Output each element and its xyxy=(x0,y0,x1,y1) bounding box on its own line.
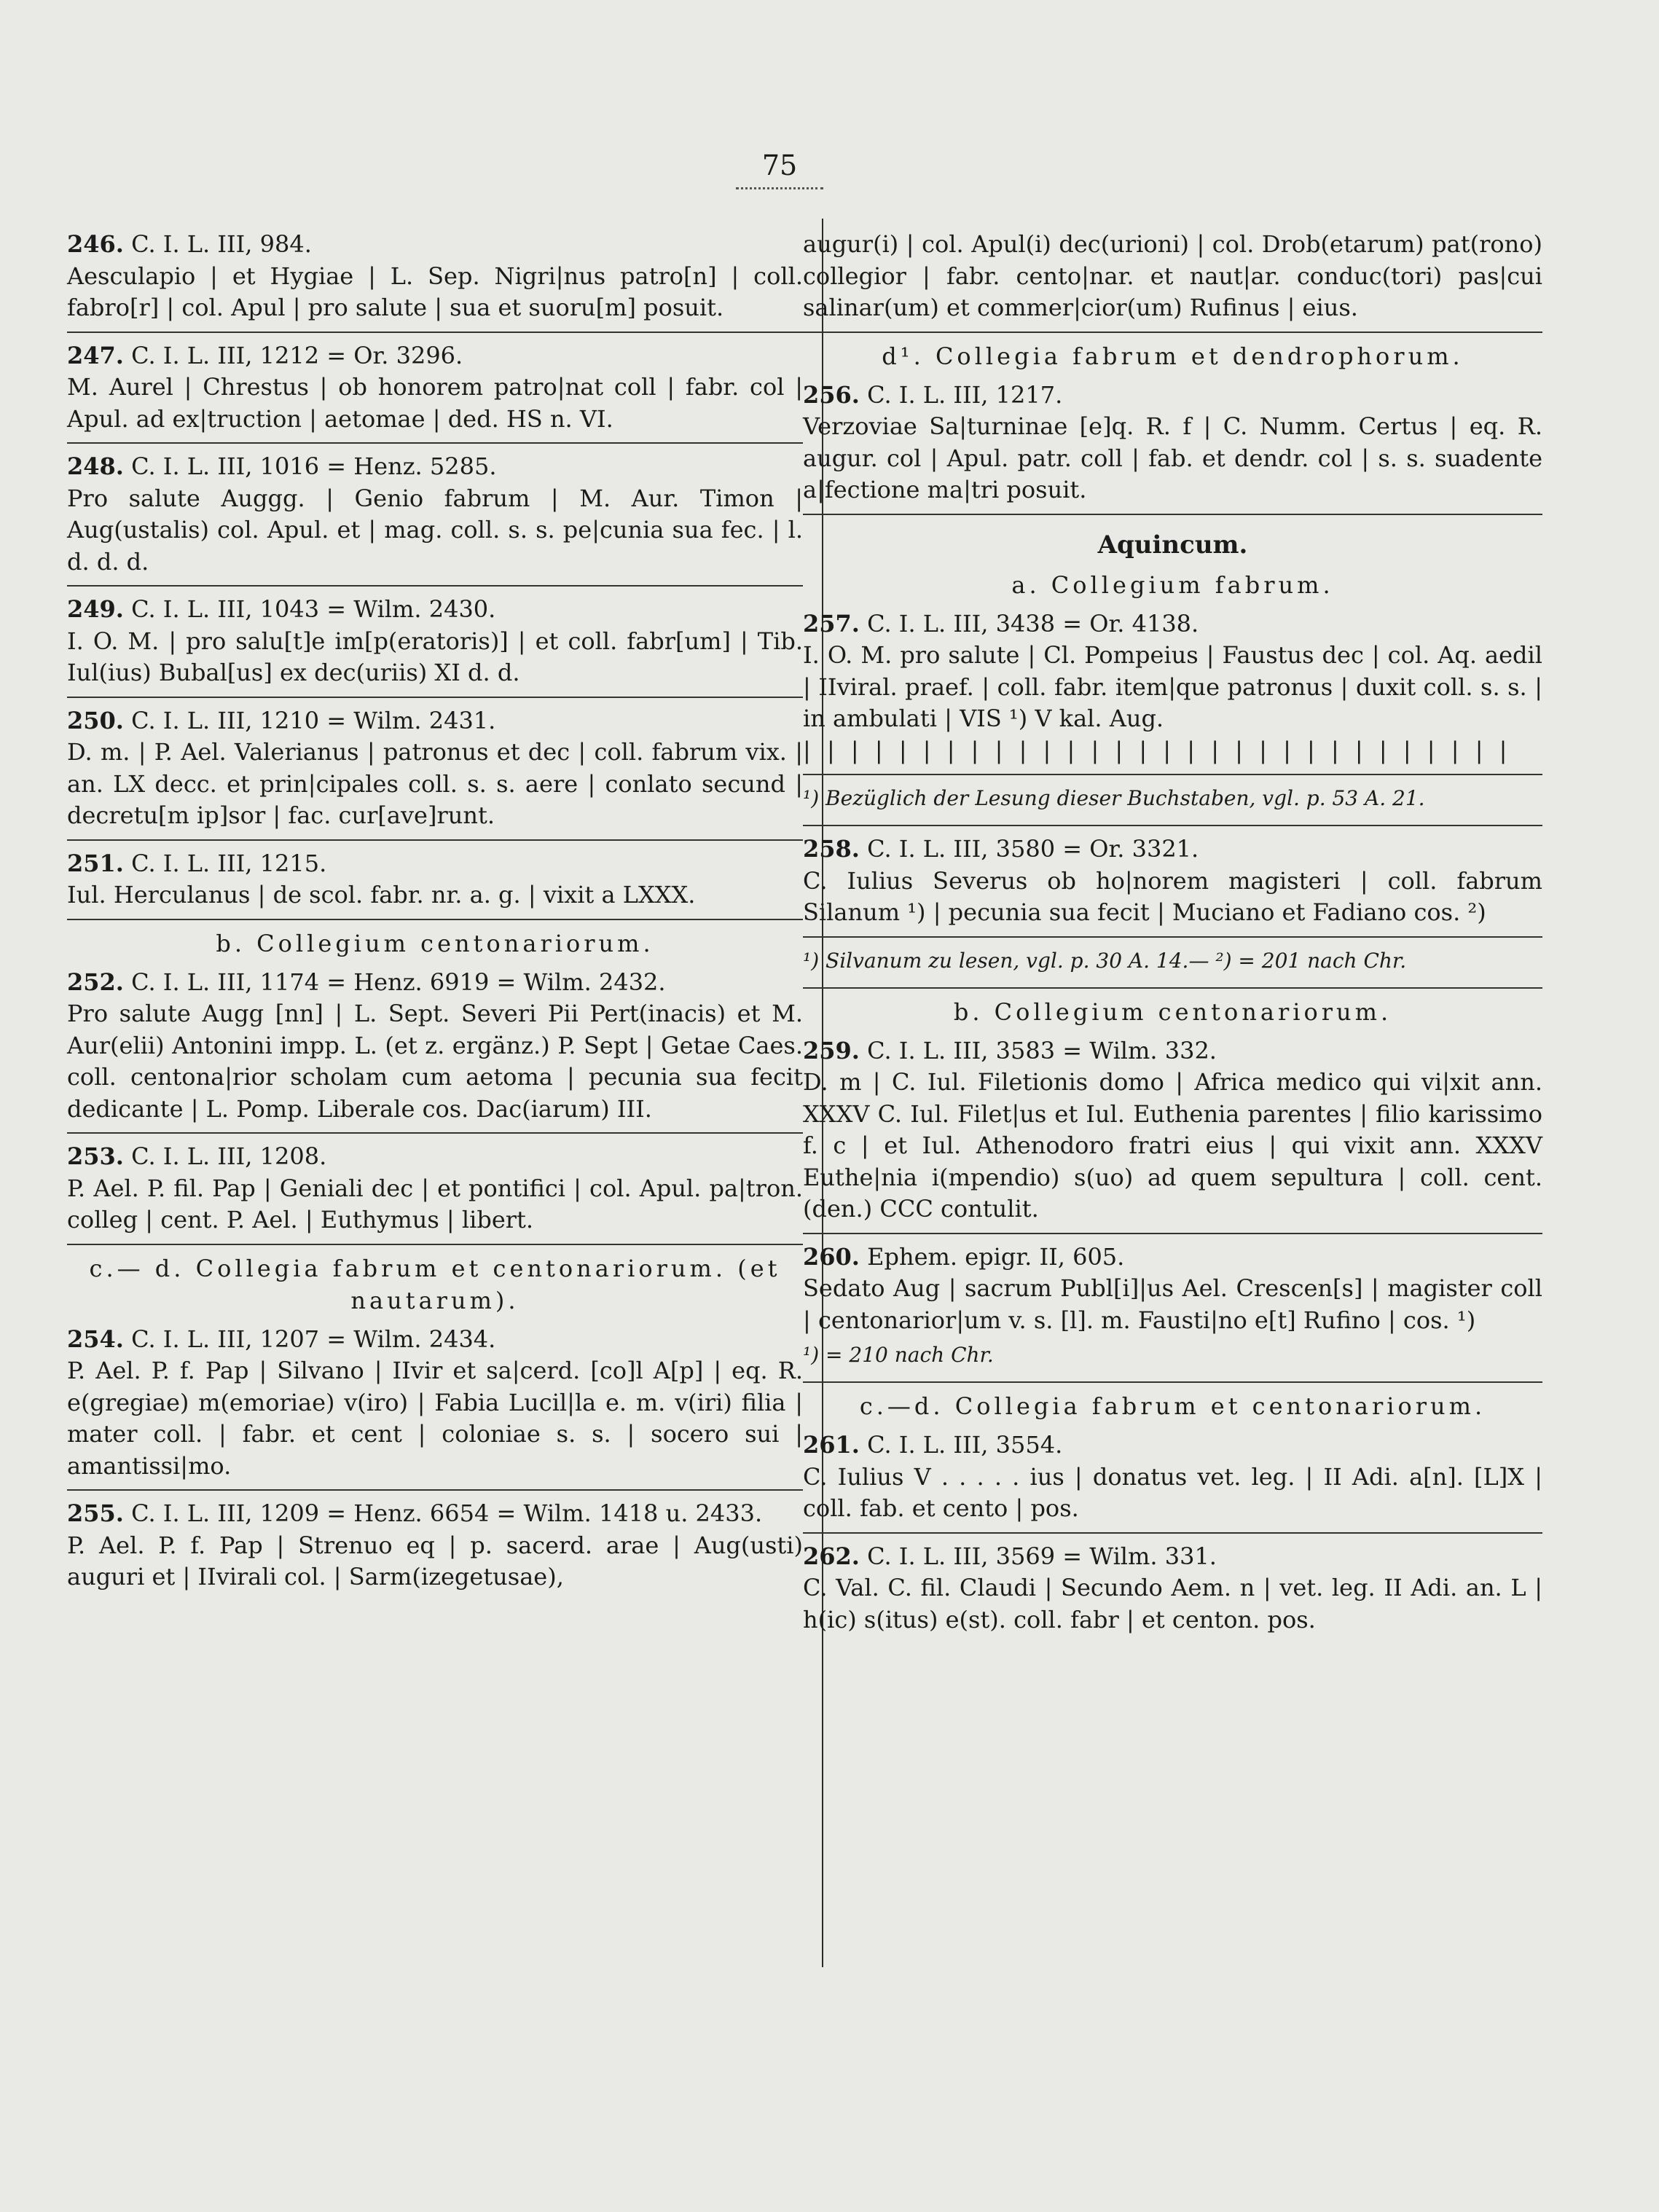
rule-divider xyxy=(67,585,803,587)
rule-divider xyxy=(803,332,1542,333)
rule-divider xyxy=(803,987,1542,989)
entry-number: 248. xyxy=(67,452,124,480)
rule-divider xyxy=(803,1381,1542,1383)
entry-reference: Ephem. epigr. II, 605. xyxy=(867,1242,1125,1271)
inscription-text: Pro salute Augg [nn] | L. Sept. Severi Pii Pert(inacis) et M. Aur(elii) Antonini impp. L. (et z. ergänz.) P. Sept | Getae Caes. coll. centona|rior scholam cum aetoma | pecunia sua fecit dedicante | L. Pomp. Liberale cos. Dac(iarum) III. xyxy=(67,1000,803,1123)
inscription-entry xyxy=(67,1495,803,1593)
entry-header xyxy=(67,340,803,372)
inscription-text: P. Ael. P. f. Pap | Strenuo eq | p. sacerd. arae | Aug(usti) auguri et | IIvirali col. | Sarm(izegetusae), xyxy=(67,1531,803,1591)
right-column xyxy=(803,226,1542,1636)
rule-divider xyxy=(803,514,1542,515)
entry-reference: C. I. L. III, 1210 = Wilm. 2431. xyxy=(131,706,496,734)
entry-header xyxy=(67,1141,803,1173)
rule-divider xyxy=(67,1132,803,1134)
inscription-entry xyxy=(803,1032,1542,1225)
entry-reference: C. I. L. III, 1215. xyxy=(131,849,327,877)
rule-divider xyxy=(67,1489,803,1491)
entry-reference: C. I. L. III, 3569 = Wilm. 331. xyxy=(867,1542,1217,1570)
entry-header xyxy=(67,705,803,737)
inscription-entry xyxy=(67,1321,803,1483)
inscription-text: P. Ael. P. fil. Pap | Geniali dec | et pontifici | col. Apul. pa|tron. colleg | cent. P. Ael. | Euthymus | libert. xyxy=(67,1174,803,1234)
section-heading: d¹. Collegia fabrum et dendrophorum. xyxy=(882,342,1464,370)
inscription-entry xyxy=(67,702,803,832)
entry-reference: C. I. L. III, 1217. xyxy=(867,380,1063,409)
entry-number: 255. xyxy=(67,1499,124,1527)
inscription-text: D. m. | P. Ael. Valerianus | patronus et dec | coll. fabrum vix. | an. LX decc. et prin|cipales coll. s. s. aere | conlato secund | decretu[m ip]sor | fac. cur[ave]runt. xyxy=(67,738,803,829)
inscription-text: Pro salute Auggg. | Genio fabrum | M. Aur. Timon | Aug(ustalis) col. Apul. et | mag. coll. s. s. pe|cunia sua fec. | l. d. d. d. xyxy=(67,484,803,576)
inscription-entry xyxy=(803,1239,1542,1337)
rule-divider xyxy=(67,442,803,444)
entry-header xyxy=(67,1498,803,1530)
entry-number: 254. xyxy=(67,1325,124,1353)
city-heading: Aquincum. xyxy=(1097,530,1248,560)
entry-header xyxy=(803,1429,1542,1462)
inscription-text: D. m | C. Iul. Filetionis domo | Africa medico qui vi|xit ann. XXXV C. Iul. Filet|us et Iul. Euthenia parentes | filio karissimo f. c | et Iul. Athenodoro fratri eius | qui vixit ann. XXXV Euthe|nia i(mpendio) s(uo) ad quem sepultura | coll. cent. (den.) CCC contulit. xyxy=(803,1068,1542,1223)
footnote: ¹) Silvanum zu lesen, vgl. p. 30 A. 14.— ²) = 201 nach Chr. xyxy=(803,948,1407,973)
rule-divider xyxy=(67,332,803,333)
inscription-entry xyxy=(67,845,803,911)
entry-header xyxy=(803,380,1542,412)
entry-reference: C. I. L. III, 1208. xyxy=(131,1142,327,1170)
inscription-text: C. Iulius V . . . . . ius | donatus vet. leg. | II Adi. a[n]. [L]X | coll. fab. et cento | pos. xyxy=(803,1462,1542,1522)
entry-number: 256. xyxy=(803,380,860,409)
section-heading: b. Collegium centonariorum. xyxy=(953,997,1392,1026)
inscription-entry xyxy=(67,448,803,578)
entry-number: 260. xyxy=(803,1242,860,1271)
entry-header xyxy=(803,1242,1542,1274)
entry-header xyxy=(803,608,1542,640)
entry-number: 250. xyxy=(67,706,124,734)
rule-divider xyxy=(67,1244,803,1245)
entry-header xyxy=(67,594,803,626)
inscription-text: I. O. M. pro salute | Cl. Pompeius | Faustus dec | col. Aq. aedil | IIviral. praef. | coll. fabr. item|que patronus | duxit coll. s. s. | in ambulati | VIS ¹) V kal. Aug. xyxy=(803,641,1542,732)
entry-reference: C. I. L. III, 3583 = Wilm. 332. xyxy=(867,1036,1217,1064)
entry-header xyxy=(67,967,803,999)
inscription-entry xyxy=(67,591,803,689)
inscription-text: C. Iulius Severus ob ho|norem magisteri | coll. fabrum Silanum ¹) | pecunia sua fecit | Muciano et Fadiano cos. ²) xyxy=(803,866,1542,926)
entry-header xyxy=(67,229,803,261)
inscription-entry xyxy=(67,964,803,1126)
section-heading: b. Collegium centonariorum. xyxy=(216,929,654,957)
entry-number: 251. xyxy=(67,849,124,877)
inscription-entry xyxy=(67,337,803,436)
inscription-text: augur(i) | col. Apul(i) dec(urioni) | col. Drob(etarum) pat(rono) collegior | fabr. cento|nar. et naut|ar. conduc(tori) pas|cui salinar(um) et commer|cior(um) Rufinus | eius. xyxy=(803,230,1542,321)
rule-divider xyxy=(67,697,803,698)
rule-divider xyxy=(803,825,1542,826)
rule-divider xyxy=(803,1233,1542,1234)
entry-header xyxy=(67,1324,803,1356)
entry-number: 259. xyxy=(803,1036,860,1064)
erased-lines: | | | | | | | | | | | | | | | | | | | | | | | | | | | | | | xyxy=(803,736,1512,764)
footnote: ¹) = 210 nach Chr. xyxy=(803,1343,994,1367)
inscription-entry xyxy=(803,831,1542,929)
entry-reference: C. I. L. III, 1209 = Henz. 6654 = Wilm. 1418 u. 2433. xyxy=(131,1499,763,1527)
inscription-entry xyxy=(803,377,1542,506)
entry-reference: C. I. L. III, 1043 = Wilm. 2430. xyxy=(131,595,496,623)
entry-reference: C. I. L. III, 3438 = Or. 4138. xyxy=(867,609,1199,638)
entry-reference: C. I. L. III, 3580 = Or. 3321. xyxy=(867,835,1199,863)
rule-divider xyxy=(803,1532,1542,1534)
inscription-text: I. O. M. | pro salu[t]e im[p(eratoris)] | et coll. fabr[um] | Tib. Iul(ius) Bubal[us] ex dec(uriis) XI d. d. xyxy=(67,627,803,686)
inscription-continuation xyxy=(803,226,1542,324)
inscription-text: C. Val. C. fil. Claudi | Secundo Aem. n | vet. leg. II Adi. an. L | h(ic) s(itus) e(st). coll. fabr | et centon. pos. xyxy=(803,1574,1542,1633)
entry-header xyxy=(67,848,803,880)
entry-number: 252. xyxy=(67,968,124,996)
entry-header xyxy=(803,1035,1542,1067)
entry-header xyxy=(67,451,803,483)
page-number-ornament xyxy=(736,184,823,189)
section-heading: c.— d. Collegia fabrum et centonariorum. (et nautarum). xyxy=(89,1254,781,1314)
entry-header xyxy=(803,1541,1542,1573)
entry-number: 261. xyxy=(803,1431,860,1459)
entry-number: 262. xyxy=(803,1542,860,1570)
inscription-entry xyxy=(67,1138,803,1236)
section-heading: c.—d. Collegia fabrum et centonariorum. xyxy=(859,1392,1486,1420)
entry-number: 246. xyxy=(67,230,124,258)
inscription-text: M. Aurel | Chrestus | ob honorem patro|nat coll | fabr. col | Apul. ad ex|truction | aetomae | ded. HS n. VI. xyxy=(67,373,803,433)
entry-reference: C. I. L. III, 1016 = Henz. 5285. xyxy=(131,452,497,480)
entry-number: 249. xyxy=(67,595,124,623)
entry-number: 257. xyxy=(803,609,860,638)
rule-divider xyxy=(67,919,803,920)
inscription-entry xyxy=(67,226,803,324)
inscription-text: Verzoviae Sa|turninae [e]q. R. f | C. Numm. Certus | eq. R. augur. col | Apul. patr. coll | fab. et dendr. col | s. s. suadente a|fectione ma|tri posuit. xyxy=(803,412,1542,503)
entry-header xyxy=(803,834,1542,866)
entry-reference: C. I. L. III, 984. xyxy=(131,230,312,258)
entry-reference: C. I. L. III, 1212 = Or. 3296. xyxy=(131,341,463,369)
footnote: ¹) Bezüglich der Lesung dieser Buchstaben, vgl. p. 53 A. 21. xyxy=(803,786,1425,810)
entry-number: 247. xyxy=(67,341,124,369)
entry-reference: C. I. L. III, 3554. xyxy=(867,1431,1063,1459)
section-heading: a. Collegium fabrum. xyxy=(1011,570,1334,599)
entry-reference: C. I. L. III, 1207 = Wilm. 2434. xyxy=(131,1325,496,1353)
inscription-entry xyxy=(803,1427,1542,1525)
page-number: 75 xyxy=(729,149,831,189)
inscription-text: P. Ael. P. f. Pap | Silvano | IIvir et sa|cerd. [co]l A[p] | eq. R. e(gregiae) m(emoriae) v(iro) | Fabia Lucil|la e. m. v(iri) filia | mater coll. | fabr. et cent | coloniae s. s. | socero sui | amantissi|mo. xyxy=(67,1357,803,1480)
left-column xyxy=(67,226,803,1593)
rule-divider xyxy=(803,774,1542,775)
inscription-text: Aesculapio | et Hygiae | L. Sep. Nigri|nus patro[n] | coll. fabro[r] | col. Apul | pro salute | sua et suoru[m] posuit. xyxy=(67,262,803,321)
rule-divider xyxy=(67,839,803,841)
inscription-entry xyxy=(803,605,1542,767)
inscription-text: Iul. Herculanus | de scol. fabr. nr. a. g. | vixit a LXXX. xyxy=(67,881,696,909)
rule-divider xyxy=(803,936,1542,938)
entry-reference: C. I. L. III, 1174 = Henz. 6919 = Wilm. 2432. xyxy=(131,968,666,996)
inscription-entry xyxy=(803,1538,1542,1636)
entry-number: 253. xyxy=(67,1142,124,1170)
entry-number: 258. xyxy=(803,835,860,863)
inscription-text: Sedato Aug | sacrum Publ[i]|us Ael. Crescen[s] | magister coll | centonarior|um v. s. [l]. m. Fausti|no e[t] Rufino | cos. ¹) xyxy=(803,1274,1542,1334)
